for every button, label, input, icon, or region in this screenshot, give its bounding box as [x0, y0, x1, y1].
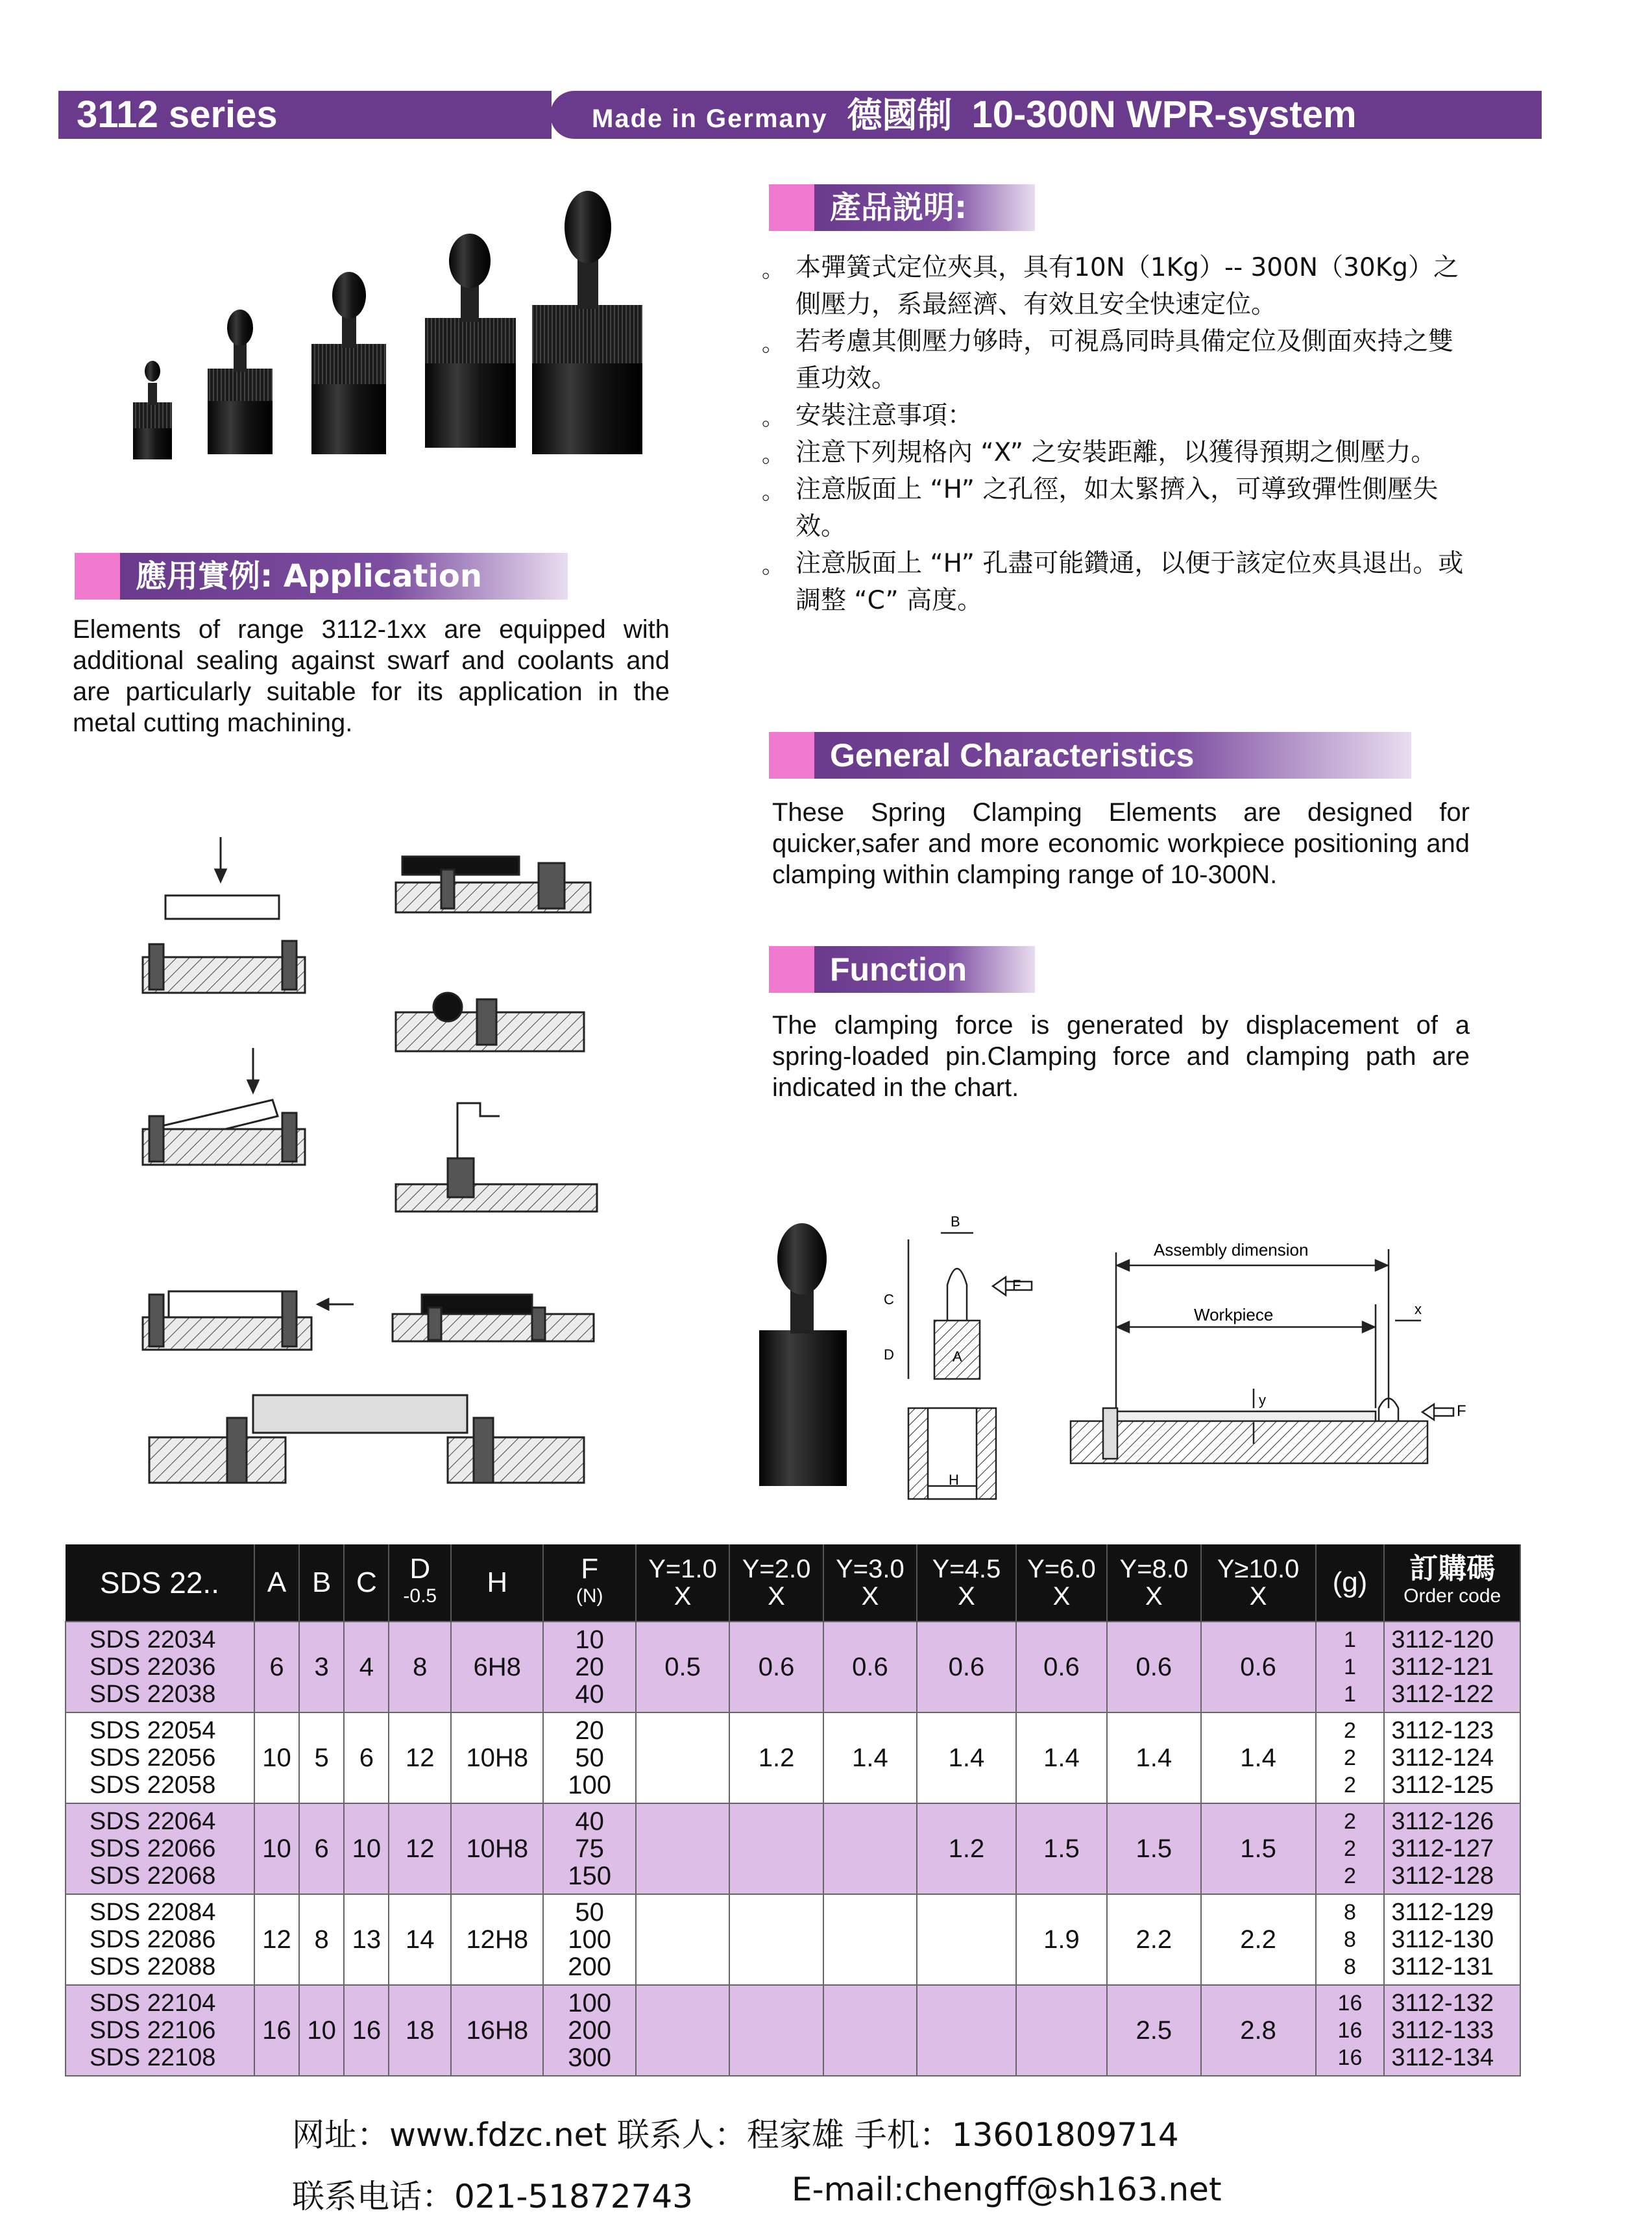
table-cell: 16 [344, 1985, 389, 2076]
col-a: A [254, 1544, 299, 1622]
table-cell: 1.2 [917, 1803, 1016, 1894]
desc-item: 。 若考慮其側壓力够時，可視爲同時具備定位及側面夾持之雙重功效。 [766, 323, 1466, 397]
col-order: 訂購碼 Order code [1384, 1544, 1520, 1622]
table-cell: 10 [254, 1712, 299, 1803]
label-force: F [1457, 1402, 1466, 1420]
made-in-label: Made in Germany [592, 104, 828, 133]
table-cell: 1.4 [917, 1712, 1016, 1803]
table-cell: 0.6 [729, 1622, 823, 1712]
application-diagrams [136, 831, 603, 1512]
table-cell: 1.4 [823, 1712, 917, 1803]
table-cell: 2 2 2 [1316, 1712, 1385, 1803]
general-text: These Spring Clamping Elements are designed for quicker,safer and more economic workpiece positioning and clamping within clamping range of 10-300N. [772, 798, 1470, 889]
desc-item: 。 安裝注意事項： [766, 397, 1466, 434]
clamp-element-4 [425, 234, 516, 448]
spec-table [65, 1544, 1521, 2077]
table-cell: 6H8 [451, 1622, 543, 1712]
table-cell: 1.5 [1016, 1803, 1107, 1894]
table-row [66, 1712, 1520, 1803]
system-label: 10-300N WPR-system [971, 93, 1357, 136]
table-cell [729, 1985, 823, 2076]
application-text: Elements of range 3112-1xx are equipped with additional sealing against swarf and coolants and are particularly suitable for its application in the metal cutting machining. [73, 615, 670, 737]
table-cell: 1.2 [729, 1712, 823, 1803]
table-cell: 2 2 2 [1316, 1803, 1385, 1894]
desc-item: 。 注意版面上 “H” 之孔徑，如太緊擠入，可導致彈性側壓失效。 [766, 471, 1466, 545]
table-cell: 0.6 [1201, 1622, 1316, 1712]
table-cell: 4 [344, 1622, 389, 1712]
product-photo [123, 188, 655, 474]
footer-contact-line: 网址：www.fdzc.net 联系人：程家雄 手机：13601809714 [292, 2116, 1179, 2154]
table-cell: 2.2 [1201, 1894, 1316, 1985]
col-y6: Y=6.0 X [1016, 1544, 1107, 1622]
label-c: C [884, 1291, 894, 1308]
product-desc-heading: 產品説明: [769, 184, 1035, 231]
label-b: B [951, 1213, 960, 1230]
table-cell [636, 1803, 729, 1894]
series-title: 3112 series [58, 91, 552, 139]
table-cell: 10H8 [451, 1803, 543, 1894]
table-row [66, 1894, 1520, 1985]
col-c: C [344, 1544, 389, 1622]
workpiece-label: Workpiece [1194, 1305, 1274, 1324]
technical-drawing [746, 1213, 1531, 1505]
clamp-element-2 [208, 310, 273, 454]
table-cell: 16H8 [451, 1985, 543, 2076]
table-cell: 1.4 [1016, 1712, 1107, 1803]
table-cell: 14 [389, 1894, 451, 1985]
general-heading: General Characteristics [769, 732, 1411, 779]
table-cell: 1.4 [1201, 1712, 1316, 1803]
col-y3: Y=3.0 X [823, 1544, 917, 1622]
label-h: H [949, 1472, 959, 1488]
label-y: y [1259, 1392, 1266, 1408]
table-cell [729, 1803, 823, 1894]
table-cell: 1.4 [1107, 1712, 1200, 1803]
table-cell: SDS 22064 SDS 22066 SDS 22068 [66, 1803, 254, 1894]
table-cell: 8 8 8 [1316, 1894, 1385, 1985]
footer-phone: 联系电话：021-51872743 [292, 2178, 693, 2215]
table-cell: 10H8 [451, 1712, 543, 1803]
table-cell: 2.8 [1201, 1985, 1316, 2076]
table-cell: 8 [389, 1622, 451, 1712]
table-cell: 16 [254, 1985, 299, 2076]
table-cell: 1.5 [1107, 1803, 1200, 1894]
table-cell: 100 200 300 [543, 1985, 635, 2076]
table-cell: 12 [254, 1894, 299, 1985]
cn-made-label: 德國制 [847, 95, 953, 136]
clamp-element-small [133, 361, 172, 459]
desc-item: 。 注意下列規格內 “X” 之安裝距離，以獲得預期之側壓力。 [766, 434, 1466, 471]
table-cell: 10 [299, 1985, 344, 2076]
table-cell: 40 75 150 [543, 1803, 635, 1894]
table-row [66, 1622, 1520, 1712]
table-cell [1016, 1985, 1107, 2076]
header-banner [550, 91, 1542, 139]
col-d: D -0.5 [389, 1544, 451, 1622]
footer-email: E-mail:chengff@sh163.net [792, 2171, 1222, 2208]
table-cell: 2.5 [1107, 1985, 1200, 2076]
col-y1: Y=1.0 X [636, 1544, 729, 1622]
table-cell [823, 1894, 917, 1985]
label-a: A [953, 1348, 962, 1365]
table-cell [917, 1985, 1016, 2076]
table-cell: 1.9 [1016, 1894, 1107, 1985]
table-cell: 2.2 [1107, 1894, 1200, 1985]
table-cell: 12 [389, 1712, 451, 1803]
application-heading: 應用實例: Application [75, 553, 568, 600]
table-cell: 0.6 [823, 1622, 917, 1712]
col-y45: Y=4.5 X [917, 1544, 1016, 1622]
col-sds: SDS 22.. [66, 1544, 254, 1622]
table-cell [823, 1985, 917, 2076]
element-photo [759, 1223, 847, 1486]
table-cell: 6 [299, 1803, 344, 1894]
table-cell: 3112-132 3112-133 3112-134 [1384, 1985, 1520, 2076]
table-cell: 0.6 [1016, 1622, 1107, 1712]
label-x: x [1415, 1301, 1422, 1317]
desc-item: 。 本彈簧式定位夾具，具有10N（1Kg）-- 300N（30Kg）之側壓力，系最經濟、有效且安全快速定位。 [766, 249, 1466, 323]
table-header-row [66, 1544, 1520, 1622]
table-cell: 13 [344, 1894, 389, 1985]
table-cell [636, 1985, 729, 2076]
table-cell: 0.6 [917, 1622, 1016, 1712]
table-cell: 3112-126 3112-127 3112-128 [1384, 1803, 1520, 1894]
function-text: The clamping force is generated by displacement of a spring-loaded pin.Clamping force and clamping path are indicated in the chart. [772, 1011, 1470, 1102]
table-cell: 10 20 40 [543, 1622, 635, 1712]
col-y8: Y=8.0 X [1107, 1544, 1200, 1622]
product-desc-list [766, 249, 1466, 619]
table-cell: SDS 22054 SDS 22056 SDS 22058 [66, 1712, 254, 1803]
col-y2: Y=2.0 X [729, 1544, 823, 1622]
table-cell: 18 [389, 1985, 451, 2076]
label-d: D [884, 1346, 894, 1363]
table-cell: SDS 22084 SDS 22086 SDS 22088 [66, 1894, 254, 1985]
col-b: B [299, 1544, 344, 1622]
table-row [66, 1985, 1520, 2076]
table-cell: 10 [344, 1803, 389, 1894]
table-cell [917, 1894, 1016, 1985]
clamp-element-3 [311, 272, 386, 454]
table-cell: 50 100 200 [543, 1894, 635, 1985]
clamp-element-large [532, 191, 642, 454]
col-y10: Y≥10.0 X [1201, 1544, 1316, 1622]
table-cell: SDS 22034 SDS 22036 SDS 22038 [66, 1622, 254, 1712]
table-cell: 1.5 [1201, 1803, 1316, 1894]
table-row [66, 1803, 1520, 1894]
col-h: H [451, 1544, 543, 1622]
table-cell: 3112-129 3112-130 3112-131 [1384, 1894, 1520, 1985]
col-f: F (N) [543, 1544, 635, 1622]
table-cell: 5 [299, 1712, 344, 1803]
table-cell: 6 [344, 1712, 389, 1803]
table-cell: 10 [254, 1803, 299, 1894]
table-cell: 3112-120 3112-121 3112-122 [1384, 1622, 1520, 1712]
table-cell: 6 [254, 1622, 299, 1712]
function-heading: Function [769, 946, 1035, 993]
table-cell: 12 [389, 1803, 451, 1894]
table-cell: 12H8 [451, 1894, 543, 1985]
table-cell [729, 1894, 823, 1985]
table-cell [636, 1712, 729, 1803]
table-cell: 0.5 [636, 1622, 729, 1712]
table-cell: 3112-123 3112-124 3112-125 [1384, 1712, 1520, 1803]
table-cell: 3 [299, 1622, 344, 1712]
table-cell [636, 1894, 729, 1985]
col-g: (g) [1316, 1544, 1385, 1622]
table-cell [823, 1803, 917, 1894]
table-cell: 16 16 16 [1316, 1985, 1385, 2076]
assembly-dimension-label: Assembly dimension [1154, 1240, 1309, 1260]
table-cell: 8 [299, 1894, 344, 1985]
table-cell: SDS 22104 SDS 22106 SDS 22108 [66, 1985, 254, 2076]
table-cell: 1 1 1 [1316, 1622, 1385, 1712]
table-cell: 0.6 [1107, 1622, 1200, 1712]
label-f: F [1012, 1277, 1021, 1293]
table-cell: 20 50 100 [543, 1712, 635, 1803]
desc-item: 。 注意版面上 “H” 孔盡可能鑽通，以便于該定位夾具退出。或調整 “C” 高度。 [766, 545, 1466, 619]
